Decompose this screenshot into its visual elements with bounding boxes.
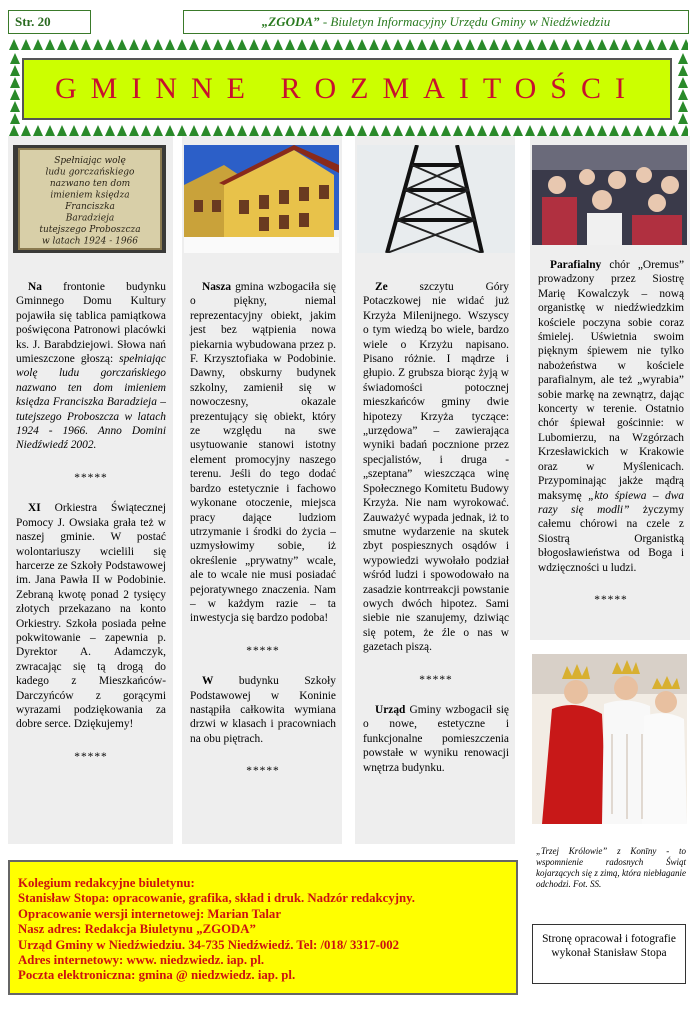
tree-icon [10, 89, 20, 100]
tree-icon [657, 39, 667, 50]
tree-icon [678, 113, 688, 124]
page-number: Str. 20 [8, 10, 91, 34]
tree-icon [561, 39, 571, 50]
section-banner [22, 58, 672, 120]
footer-line-address-title: Nasz adres: Redakcja Biuletynu „ZGODA” [18, 922, 256, 937]
tree-icon [297, 39, 307, 50]
tree-icon [237, 39, 247, 50]
tree-icon [10, 65, 20, 76]
three-kings-photo [532, 654, 687, 824]
separator: ***** [246, 644, 280, 657]
tree-icon [633, 125, 643, 136]
tree-icon [597, 39, 607, 50]
tree-icon [417, 39, 427, 50]
tree-icon [189, 39, 199, 50]
tree-icon [585, 125, 595, 136]
tree-icon [93, 39, 103, 50]
section-title: GMINNE ROZMAITOŚCI [55, 72, 639, 105]
tree-icon [213, 125, 223, 136]
photo-credit: Stronę opracował i fotografie wykonał Stanisław Stopa [532, 924, 686, 984]
tree-icon [537, 39, 547, 50]
tree-icon [225, 39, 235, 50]
tree-icon [678, 101, 688, 112]
separator: ***** [246, 765, 280, 778]
tree-icon [249, 125, 259, 136]
tree-icon [669, 39, 679, 50]
tree-icon [189, 125, 199, 136]
plaque-article [16, 280, 166, 453]
tree-icon [177, 39, 187, 50]
tree-icon [645, 125, 655, 136]
tree-icon [321, 125, 331, 136]
tree-icon [105, 39, 115, 50]
office-article-lead: Urząd [375, 703, 406, 716]
tree-icon [513, 125, 523, 136]
plaque-article-body: frontonie budynku Gminnego Domu Kultury pojawiła się tablica pamiątkowa poświęcona Patronowi placówki ks. J. Barabdziejowi. Słowa nań umieszczone głoszą: [16, 281, 166, 366]
plaque-line: Spełniając wolę [54, 156, 126, 166]
tree-icon [285, 125, 295, 136]
tree-icon [381, 39, 391, 50]
plaque-article-lead: Na [28, 281, 42, 293]
tree-icon [681, 39, 688, 50]
tree-icon [117, 39, 127, 50]
tree-icon [225, 125, 235, 136]
tree-icon [165, 39, 175, 50]
footer-line-website: Adres internetowy: www. niedzwiedz. iap. pl. [18, 953, 265, 968]
footer-line-editor: Stanisław Stopa: opracowanie, grafika, skład i druk. Nadzór redakcyjny. [18, 891, 415, 906]
tree-icon [141, 39, 151, 50]
tree-icon [525, 125, 535, 136]
tree-icon [489, 39, 499, 50]
tree-icon [513, 39, 523, 50]
tree-icon [369, 39, 379, 50]
tree-icon [393, 39, 403, 50]
tree-icon [273, 39, 283, 50]
tree-icon [333, 39, 343, 50]
tree-icon [429, 39, 439, 50]
wosp-article-lead: XI [28, 502, 41, 515]
tree-icon [501, 39, 511, 50]
tree-icon [369, 125, 379, 136]
tree-icon [9, 125, 19, 136]
tree-border-right [676, 52, 690, 126]
separator: ***** [594, 593, 628, 606]
bakery-article [190, 280, 336, 626]
tree-icon [297, 125, 307, 136]
tree-icon [10, 113, 20, 124]
tree-icon [465, 39, 475, 50]
tree-icon [9, 39, 19, 50]
tree-icon [678, 53, 688, 64]
tree-icon [621, 39, 631, 50]
tree-icon [405, 125, 415, 136]
tree-icon [81, 39, 91, 50]
tree-border-top [8, 38, 688, 52]
tree-icon [237, 125, 247, 136]
column-1-text [16, 280, 166, 780]
doors-article-lead: W [202, 675, 214, 688]
office-article-body: Gminy wzbogacił się o nowe, estetyczne i funkcjonalne pomieszczenia powstałe w wyniku renowacji wnętrza budynku. [363, 703, 509, 774]
tree-icon [657, 125, 667, 136]
tree-icon [441, 39, 451, 50]
editorial-footer [8, 860, 518, 995]
choir-article-lead: Parafialny [550, 259, 602, 271]
tree-icon [573, 39, 583, 50]
tree-icon [357, 39, 367, 50]
office-article [363, 703, 509, 775]
bulletin-header [183, 10, 689, 34]
tree-icon [453, 125, 463, 136]
tree-icon [357, 125, 367, 136]
tree-icon [573, 125, 583, 136]
choir-photo [532, 145, 687, 245]
tree-icon [10, 101, 20, 112]
tree-icon [465, 125, 475, 136]
tree-icon [678, 89, 688, 100]
tree-icon [261, 39, 271, 50]
tree-icon [129, 39, 139, 50]
bakery-article-body: gmina wzbogaciła się o piękny, niemal reprezentacyjny obiekt, jakim jest bez wątpienia nowa piekarnia wybudowana przez p. F. Krzysztofiaka w Podobinie. Dawny, obskurny budynek szkolny, zamienił się w nowoczesny, okazale prezentujący się obiekt, który ze względu na swe usytuowanie stanowi istotny element promocyjny naszego terenu. Jeśli do tego dodać bardzo estetycznie i fachowo wykonane otoczenie, miejsca pracy dające ludziom utrzymanie i środki do życia – uzmysłowimy sobie, iż określenie „prywatny” wcale, ale to wcale nie musi posiadać pejoratywnego znaczenia. Nam – w każdym razie – ta inwestycja się bardzo podoba! [190, 281, 336, 625]
tree-icon [489, 125, 499, 136]
tree-icon [537, 125, 547, 136]
tree-icon [477, 125, 487, 136]
plaque-line: ludu gorczańskiego [45, 167, 135, 178]
tree-icon [333, 125, 343, 136]
choir-article-body: chór „Oremus” prowadzony przez Siostrę Marię Kowalczyk – nową organistkę w niedźwiedzkim kościele poczyna sobie coraz śmielej. Uświetnia swoim pięknym śpiewem nie tylko nabożeństwa w kościele parafialnym, ale też „wyrabia” sobie markę na zewnątrz, dając koncerty w terenie. Ostatnio chór śpiewał gościnnie: w Lubomierzu, na Wzgórzach Krzesławickich w Krakowie oraz w Myślenicach. Przypominając jakże mądrą maksymę [538, 259, 684, 502]
footer-line-email: Poczta elektroniczna: gmina @ niedzwiedz. iap. pl. [18, 968, 296, 983]
plaque-line: imieniem księdza [50, 190, 130, 201]
separator: ***** [74, 750, 108, 763]
tree-icon [549, 39, 559, 50]
tree-icon [129, 125, 139, 136]
plaque-photo [13, 145, 166, 253]
tree-icon [213, 39, 223, 50]
wosp-article-body: Orkiestra Świątecznej Pomocy J. Owsiaka grała też w naszej gminie. W postać wolontariuszy wcielili się harcerze ze Szkoły Podstawowej im. Jana Pawła II w Podobinie. Zebraną kwotę ponad 2 tysięcy złotych przekazano na konto Orkiestry. Szkoła posiada pełne pokwitowanie – zapewnia p. Dyrektor A. Adamczyk, zwracając się tą drogą do kadego z Mieszkańców-Darczyńców z gorącymi wyrazami podziękowania za dobre serce. Dziękujemy! [16, 502, 166, 731]
tree-icon [285, 39, 295, 50]
tree-icon [441, 125, 451, 136]
tree-icon [549, 125, 559, 136]
tree-icon [33, 125, 43, 136]
choir-article-ending: życzymy całemu chórowi na czele z Siostrą Organistką błogosławieństwa od Boga i wdzięczności u ludzi. [538, 503, 684, 574]
doors-article [190, 674, 336, 746]
cross-article-lead: Ze [375, 281, 388, 293]
footer-line-editorial-board: Kolegium redakcyjne biuletynu: [18, 876, 195, 890]
tree-icon [45, 125, 55, 136]
tree-icon [45, 39, 55, 50]
tree-icon [597, 125, 607, 136]
bakery-photo [184, 145, 339, 253]
tree-icon [633, 39, 643, 50]
tree-icon [678, 65, 688, 76]
tree-icon [393, 125, 403, 136]
choir-maxim: „kto śpiewa – dwa razy się modli” [538, 489, 684, 516]
doors-article-body: budynku Szkoły Podstawowej w Koninie nastąpiła całkowita wymiana drzwi w klasach i pracowniach na obu piętrach. [190, 675, 336, 745]
tree-icon [681, 125, 688, 136]
column-3-text [363, 280, 509, 775]
tree-icon [645, 39, 655, 50]
tree-icon [261, 125, 271, 136]
tower-photo [357, 145, 515, 253]
plaque-line: tutejszego Proboszcza [39, 225, 141, 235]
tree-icon [309, 125, 319, 136]
tree-icon [153, 125, 163, 136]
photo-caption: „Trzej Królowie” z Konīny - to wspomnienie radosnych Świąt kojarzących się z zimą, która niebłaganie odchodzi. Fot. SS. [536, 846, 686, 889]
tree-icon [345, 39, 355, 50]
plaque-line: Baradzieja [65, 213, 115, 224]
tree-icon [69, 125, 79, 136]
tree-icon [117, 125, 127, 136]
wosp-article [16, 501, 166, 732]
bulletin-subtitle: - Biuletyn Informacyjny Urzędu Gminy w Niedźwiedziu [319, 14, 611, 29]
tree-icon [105, 125, 115, 136]
tree-icon [201, 125, 211, 136]
tree-icon [21, 39, 31, 50]
tree-icon [249, 39, 259, 50]
tree-icon [405, 39, 415, 50]
plaque-line: nazwano ten dom [49, 179, 131, 189]
tree-icon [501, 125, 511, 136]
footer-line-web-version: Opracowanie wersji internetowej: Marian Talar [18, 906, 281, 921]
tree-icon [477, 39, 487, 50]
plaque-line: w latach 1924 - 1966 [41, 236, 139, 247]
bulletin-name: „ZGODA” [261, 14, 320, 29]
footer-line-address: Urząd Gminy w Niedźwiedziu. 34-735 Niedźwiedź. Tel: /018/ 3317-002 [18, 937, 400, 952]
tree-icon [165, 125, 175, 136]
separator: ***** [74, 471, 108, 484]
tree-icon [177, 125, 187, 136]
tree-icon [69, 39, 79, 50]
tree-icon [57, 125, 67, 136]
tree-icon [141, 125, 151, 136]
tree-icon [153, 39, 163, 50]
tree-icon [33, 39, 43, 50]
tree-icon [453, 39, 463, 50]
tree-icon [381, 125, 391, 136]
tree-icon [10, 53, 20, 64]
column-2-text [190, 280, 336, 795]
tree-icon [669, 125, 679, 136]
tree-icon [93, 125, 103, 136]
cross-article [363, 280, 509, 655]
tree-icon [561, 125, 571, 136]
tree-border-left [8, 52, 22, 126]
plaque-inscription: spełniając wolę ludu gorczańskiego nazwano ten dom imieniem księdza Franciszka Baradzieja – tutejszego Proboszcza w latach 1924 - 1966. Anno Domini Niedźwiedź 2002. [16, 353, 166, 452]
tree-icon [309, 39, 319, 50]
tree-icon [345, 125, 355, 136]
tree-icon [525, 39, 535, 50]
tree-icon [678, 77, 688, 88]
tree-icon [417, 125, 427, 136]
tree-icon [57, 39, 67, 50]
tree-icon [21, 125, 31, 136]
tree-icon [585, 39, 595, 50]
tree-icon [621, 125, 631, 136]
tree-icon [273, 125, 283, 136]
choir-article [538, 258, 684, 575]
tree-icon [10, 77, 20, 88]
bakery-article-lead: Nasza [202, 281, 232, 293]
separator: ***** [419, 673, 453, 686]
cross-article-body: szczytu Góry Potaczkowej nie widać już Krzyża Milenijnego. Wszyscy o tym wiedzą bo wiele, bardzo wiele o Krzyżu napisano. Pisano różnie. I mądrze i głupio. Z grubsza biorąc żyją w świadomości potocznej mieszkańców gminy dwie hipotezy Krzyża tyczące: „urzędowa” – zawierająca wyniki badań pocznione przez specjalistów, i druga - „szeptana” wieszcząca winę Społecznego Komitetu Budowy Krzyża. Nie nam wyrokować. Zauważyć wypada jednak, iż to smutne wydarzenie na skutek zbyt pospiesznych osądów i wypowiedzi wywołało podział wśród ludzi i spowodowało na zasadzie kontrreakcji powstanie owych dwóch hipotez. Sami siebie nie szanujemy, dziwiąc się potem, że źle o nas w gazetach piszą. [363, 281, 509, 654]
column-4-text [538, 258, 684, 623]
tree-icon [609, 39, 619, 50]
tree-icon [201, 39, 211, 50]
tree-icon [81, 125, 91, 136]
tree-icon [321, 39, 331, 50]
plaque-line: Franciszka [65, 202, 115, 212]
tree-icon [609, 125, 619, 136]
tree-icon [429, 125, 439, 136]
